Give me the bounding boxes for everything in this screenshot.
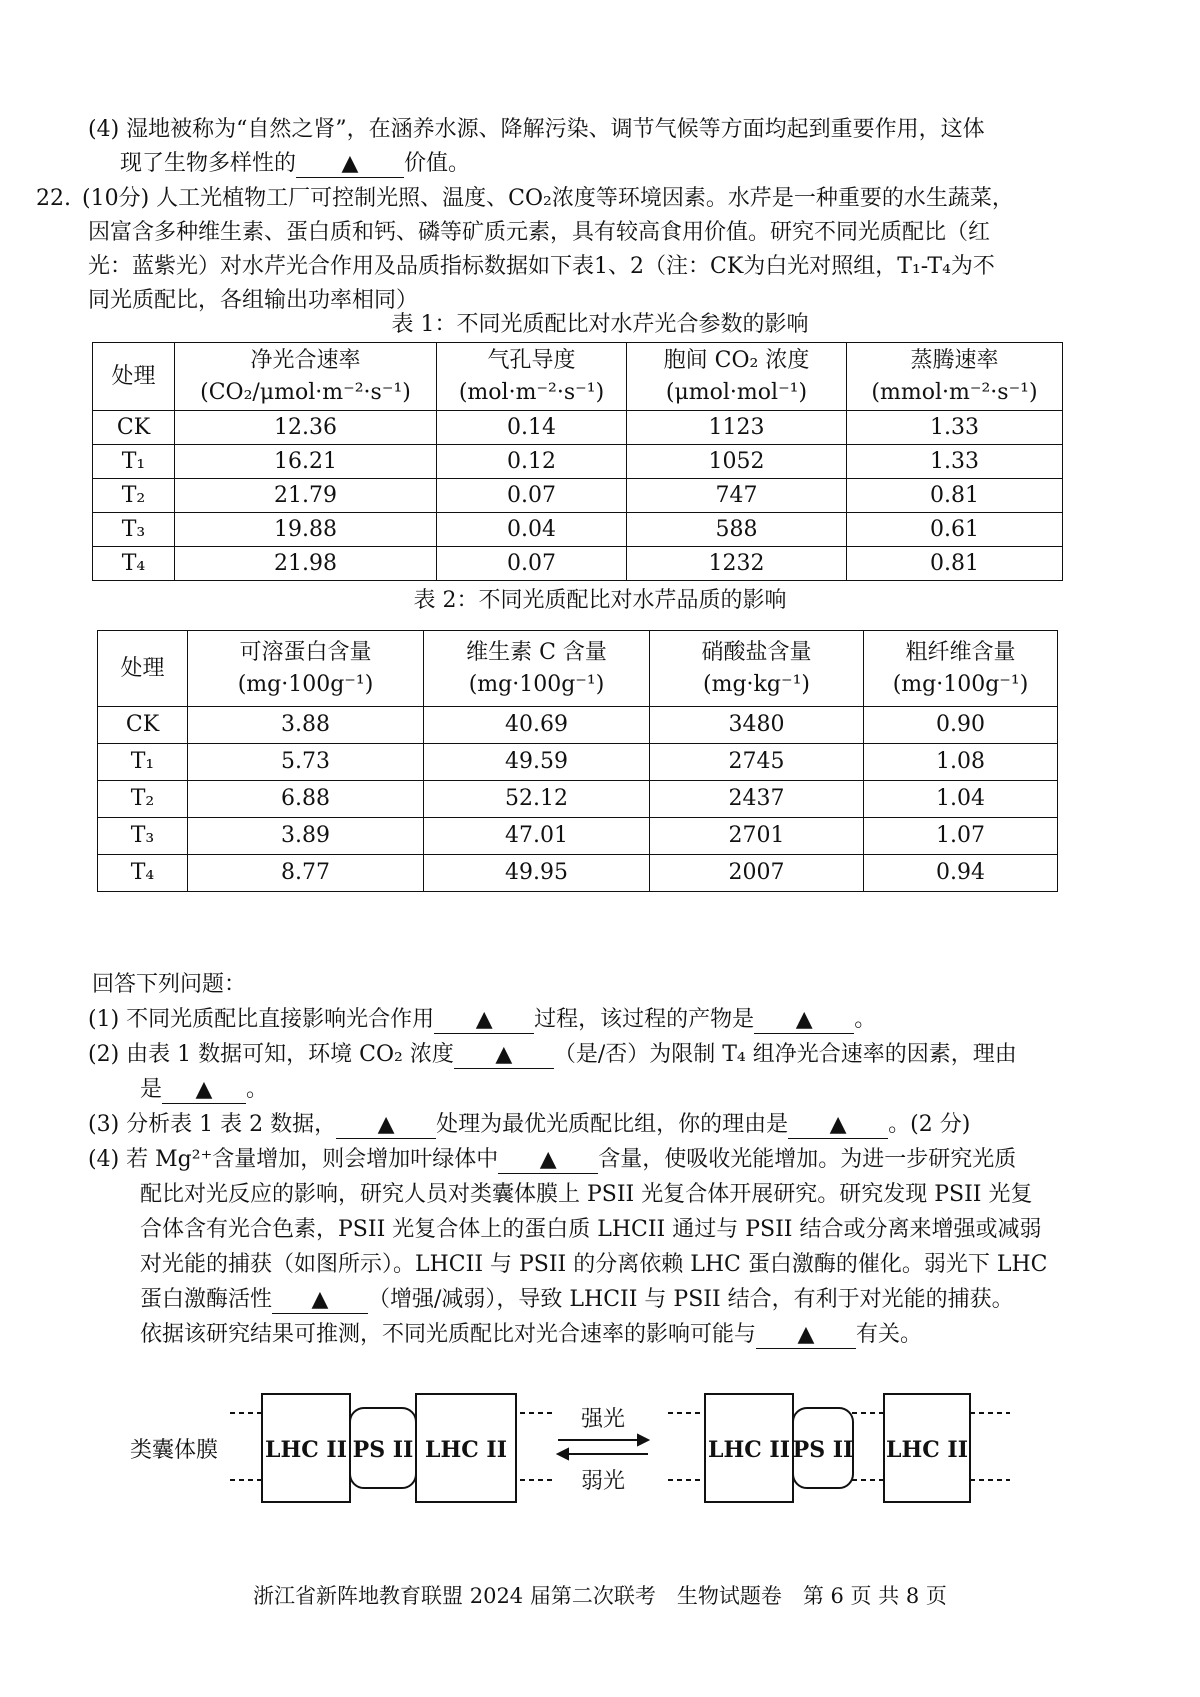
answer-blank[interactable]: ▲	[296, 151, 404, 178]
table2-col-2: 维生素 C 含量 (mg·100g⁻¹)	[424, 631, 650, 707]
table1-header-label: 处理	[93, 343, 175, 411]
table2-col-3: 硝酸盐含量 (mg·kg⁻¹)	[650, 631, 864, 707]
q4-line4: 对光能的捕获（如图所示）。LHCII 与 PSII 的分离依赖 LHC 蛋白激酶的催化。弱光下 LHC	[140, 1252, 1048, 1277]
table2	[97, 630, 1058, 892]
lhc-label: LHC II	[707, 1437, 791, 1463]
q1-line: (1) 不同光质配比直接影响光合作用 ▲ 过程，该过程的产物是 ▲ 。	[88, 1007, 877, 1032]
answer-blank[interactable]: ▲	[454, 1042, 554, 1069]
q4-line6: 依据该研究结果可推测，不同光质配比对光合速率的影响可能与 ▲ 有关。	[140, 1322, 923, 1347]
q22-intro-4: 同光质配比，各组输出功率相同）	[88, 288, 419, 313]
answer-blank[interactable]: ▲	[272, 1287, 368, 1314]
arrow-left-head	[558, 1449, 568, 1459]
table-row: T₄ 21.98 0.07 1232 0.81	[93, 547, 1063, 581]
answer-blank[interactable]: ▲	[754, 1007, 854, 1034]
table2-col-1: 可溶蛋白含量 (mg·100g⁻¹)	[188, 631, 424, 707]
q4-line2: 配比对光反应的影响，研究人员对类囊体膜上 PSII 光复合体开展研究。研究发现 PSII 光复	[140, 1182, 1033, 1207]
lhc-label: LHC II	[264, 1437, 348, 1463]
table2-caption: 表 2：不同光质配比对水芹品质的影响	[413, 588, 787, 613]
thylakoid-diagram	[0, 1380, 1200, 1520]
answer-blank[interactable]: ▲	[498, 1147, 598, 1174]
table-row: T₃ 3.89 47.01 2701 1.07	[98, 818, 1058, 855]
q21-4-text: 现了生物多样性的	[120, 151, 297, 176]
q4-line1: (4) 若 Mg²⁺含量增加，则会增加叶绿体中 ▲ 含量，使吸收光能增加。为进一步研究光质	[88, 1147, 1017, 1172]
strong-light-label: 强光	[580, 1407, 626, 1432]
table-row: T₃ 19.88 0.04 588 0.61	[93, 513, 1063, 547]
table-row: T₄ 8.77 49.95 2007 0.94	[98, 855, 1058, 892]
q3-line: (3) 分析表 1 表 2 数据， ▲ 处理为最优光质配比组，你的理由是 ▲ 。(2 分)	[88, 1112, 971, 1137]
answer-blank[interactable]: ▲	[756, 1322, 856, 1349]
table2-header-label: 处理	[98, 631, 188, 707]
q2-line2: 是 ▲ 。	[140, 1077, 269, 1102]
q21-4-line1: (4) 湿地被称为“自然之肾”，在涵养水源、降解污染、调节气候等方面均起到重要作用，这体	[88, 117, 985, 142]
table2-col-4: 粗纤维含量 (mg·100g⁻¹)	[864, 631, 1058, 707]
q21-4-text-end: 价值。	[404, 151, 471, 176]
table1-col-3: 胞间 CO₂ 浓度 (μmol·mol⁻¹)	[627, 343, 847, 411]
table-row: T₁ 16.21 0.12 1052 1.33	[93, 445, 1063, 479]
table1-col-2: 气孔导度 (mol·m⁻²·s⁻¹)	[437, 343, 627, 411]
q22-intro-2: 因富含多种维生素、蛋白质和钙、磷等矿质元素，具有较高食用价值。研究不同光质配比（红	[88, 220, 991, 245]
lhc-label: LHC II	[424, 1437, 508, 1463]
answer-blank[interactable]: ▲	[788, 1112, 888, 1139]
arrow-right-head	[638, 1435, 648, 1445]
table1-col-1: 净光合速率 (CO₂/μmol·m⁻²·s⁻¹)	[175, 343, 437, 411]
q21-4-line2	[120, 148, 470, 180]
ps-label: PS II	[352, 1437, 414, 1463]
q4-line5: 蛋白激酶活性 ▲ （增强/减弱），导致 LHCII 与 PSII 结合，有利于对光能的捕获。	[140, 1287, 1014, 1312]
table-row: CK 12.36 0.14 1123 1.33	[93, 411, 1063, 445]
table1-caption: 表 1：不同光质配比对水芹光合参数的影响	[391, 312, 809, 337]
answer-blank[interactable]: ▲	[336, 1112, 436, 1139]
page-footer: 浙江省新阵地教育联盟 2024 届第二次联考 生物试题卷 第 6 页 共 8 页	[253, 1584, 947, 1608]
ps-label: PS II	[792, 1437, 854, 1463]
lhc-label: LHC II	[885, 1437, 969, 1463]
table-row: CK 3.88 40.69 3480 0.90	[98, 707, 1058, 744]
q22-number: 22.	[36, 186, 71, 211]
answer-blank[interactable]: ▲	[434, 1007, 534, 1034]
questions-intro: 回答下列问题：	[92, 972, 247, 997]
weak-light-label: 弱光	[580, 1469, 626, 1494]
q22-intro-3: 光：蓝紫光）对水芹光合作用及品质指标数据如下表1、2（注：CK为白光对照组，T₁-T₄为不	[88, 254, 995, 279]
answer-blank[interactable]: ▲	[162, 1077, 246, 1104]
membrane-label: 类囊体膜	[130, 1438, 219, 1463]
table-row: T₂ 6.88 52.12 2437 1.04	[98, 781, 1058, 818]
q2-line: (2) 由表 1 数据可知，环境 CO₂ 浓度 ▲ （是/否）为限制 T₄ 组净光合速率的因素，理由	[88, 1042, 1017, 1067]
q4-line3: 合体含有光合色素，PSII 光复合体上的蛋白质 LHCII 通过与 PSII 结合或分离来增强或减弱	[140, 1217, 1042, 1242]
table1-col-4: 蒸腾速率 (mmol·m⁻²·s⁻¹)	[847, 343, 1063, 411]
table-row: T₂ 21.79 0.07 747 0.81	[93, 479, 1063, 513]
table1	[92, 342, 1063, 581]
q22-intro-1: (10分) 人工光植物工厂可控制光照、温度、CO₂浓度等环境因素。水芹是一种重要的水生蔬菜，	[82, 186, 1014, 211]
table-row: T₁ 5.73 49.59 2745 1.08	[98, 744, 1058, 781]
